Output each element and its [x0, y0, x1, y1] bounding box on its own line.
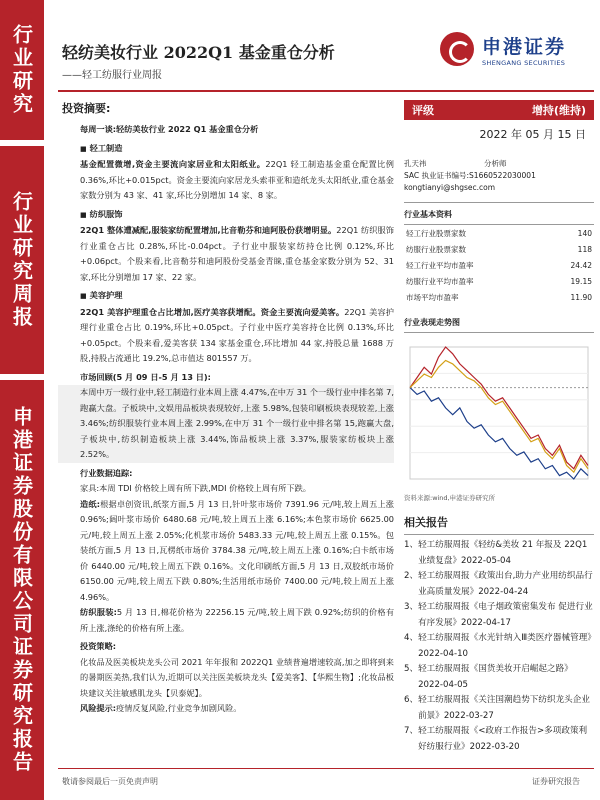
footer-disclaimer: 敬请参阅最后一页免责声明	[62, 777, 158, 786]
related-report-num: 6、	[404, 695, 419, 705]
trend-chart-title: 行业表现走势图	[404, 317, 594, 333]
stat-value: 140	[577, 228, 592, 238]
data-tracking-label: 行业数据追踪:	[80, 467, 133, 478]
related-reports-title: 相关报告	[404, 514, 594, 535]
data-tracking-furniture: 家具:本周 TDI 价格较上周有所下跌,MDI 价格较上周有所下跌。	[80, 483, 311, 493]
stat-label: 市场平均市盈率	[406, 292, 459, 302]
stat-label: 纺服行业股票家数	[406, 244, 466, 254]
market-review-label: 市场回顾(5 月 09 日-5 月 13 日):	[80, 371, 211, 382]
analyst-email[interactable]: kongtianyi@shgsec.com	[404, 183, 496, 192]
divider	[404, 202, 594, 203]
related-report-item[interactable]	[404, 538, 594, 569]
related-reports-list	[404, 538, 594, 755]
chart-source: 资料来源:wind,申港证券研究所	[404, 494, 496, 502]
logo-mark-icon	[440, 32, 474, 66]
report-subtitle: ——轻工纺服行业周报	[62, 70, 162, 81]
trend-chart-svg	[404, 339, 594, 487]
related-report-text: 轻工纺服周报《国货美妆开启崛起之路》2022-04-05	[418, 664, 573, 690]
invest-strategy-body: 化妆品及医美板块龙头公司 2021 年年报和 2022Q1 业绩普遍增速较高,加之即将到来的暑期医美热,我们认为,近期可以关注医美板块龙头【爱美客】、【华熙生物】;化妆品板块建议关注敏感肌龙头【贝泰妮】。	[80, 656, 394, 698]
logo-name-en: SHENGANG SECURITIES	[482, 58, 566, 67]
section-light-industry-body: 基金配置微增,资金主要流向家居业和太阳纸业。22Q1 轻工制造基金重仓配置比例 0.36%,环比+0.015pct。资金主要流向家居龙头索菲亚和造纸龙头太阳纸业,重仓基金家数分别为 43 家、41 家,环比分别增加 14 家、8 家。	[80, 159, 394, 200]
stat-value: 11.90	[570, 292, 592, 302]
header-divider	[58, 90, 594, 92]
rating-bar	[404, 100, 594, 120]
chart-series-line-3	[410, 361, 588, 473]
market-review-body: 本周中万一级行业中,轻工制造行业本周上涨 4.47%,在中万 31 个一级行业中排名第 7,跑赢大盘。子板块中,文娱用品板块表现较好,上涨 5.98%,包装印刷板块表现较差,上涨 3.46%;纺织服装行业本周上涨 2.99%,在中万 31 个一级行业中排名第 15,跑赢大盘,子板块中,纺织制造板块上涨 3.44%,饰品板块上涨 3.37%,服装家纺板块上涨 2.52%。	[58, 385, 394, 463]
related-report-text: 轻工纺服周报《水光针纳入Ⅲ类医疗器械管理》2022-04-10	[418, 633, 592, 659]
trend-chart	[404, 339, 594, 491]
sac-value: S1660522030001	[469, 171, 536, 180]
rating-label: 评级	[412, 104, 434, 117]
summary-title: 投资摘要:	[62, 102, 111, 115]
related-report-item[interactable]	[404, 631, 594, 662]
stat-row	[404, 257, 594, 273]
related-report-text: 轻工纺服周报《轻纺&美妆 21 年报及 22Q1 业绩复盘》2022-05-04	[418, 540, 588, 566]
chart-frame	[410, 347, 588, 479]
related-report-item[interactable]	[404, 600, 594, 631]
sidebar-label-weekly: 行业研究周报	[0, 146, 44, 374]
related-report-item[interactable]	[404, 569, 594, 600]
data-tracking-textile: 纺织服装:5 月 13 日,棉花价格为 22256.15 元/吨,较上周下跌 0.92%;纺织的价格有所上涨,涤纶的价格有所上涨。	[80, 607, 395, 633]
section-beauty-body: 22Q1 美容护理重仓占比增加,医疗美容获增配。资金主要流向爱美客。22Q1 美容护理行业重仓占比 0.19%,环比+0.05pct。子行业中医疗美容持仓比例 0.13%,环比+0.05pct。个股来看,爱美客获 134 家基金重仓,环比增加 44 家,持股总量 1688 万股,持股占流通比 19.2%,总市值达 801557 万。	[80, 306, 394, 363]
report-date: 2022 年 05 月 15 日	[479, 128, 586, 141]
section-beauty-head: ■ 美容护理	[58, 288, 394, 305]
related-report-item[interactable]	[404, 724, 594, 755]
basic-info-title: 行业基本资料	[404, 209, 594, 225]
analyst-name: 孔天祎	[404, 159, 427, 168]
footer-label: 证券研究报告	[532, 777, 580, 786]
stat-row	[404, 273, 594, 289]
weekly-label: 每周一谈:	[80, 124, 117, 134]
footer-divider	[58, 768, 594, 769]
related-report-num: 1、	[404, 540, 419, 550]
invest-strategy-label: 投资策略:	[80, 641, 117, 651]
section-textile-head: ■ 纺织服饰	[58, 207, 394, 224]
stat-label: 纺服行业平均市盈率	[406, 276, 474, 286]
stat-value: 118	[577, 244, 592, 254]
chart-series-line-1	[410, 347, 588, 469]
sidebar-label-research: 行业研究	[0, 0, 44, 140]
related-report-text: 轻工纺服周报《关注国潮趋势下纺织龙头企业前景》2022-03-27	[418, 695, 590, 721]
related-report-item[interactable]	[404, 662, 594, 693]
related-report-num: 7、	[404, 726, 419, 736]
related-report-item[interactable]	[404, 693, 594, 724]
stat-row	[404, 289, 594, 305]
stat-value: 19.15	[570, 276, 592, 286]
related-report-text: 轻工纺服周报《电子烟政策密集发布 促进行业有序发展》2022-04-17	[418, 602, 593, 628]
sidebar-label-company: 申港证券股份有限公司证券研究报告	[0, 380, 44, 800]
stat-label: 轻工行业平均市盈率	[406, 260, 474, 270]
stat-row	[404, 225, 594, 241]
stat-label: 轻工行业股票家数	[406, 228, 466, 238]
analyst-info	[404, 158, 594, 194]
right-column	[404, 100, 594, 755]
company-logo	[440, 26, 590, 72]
rating-value: 增持(维持)	[531, 104, 586, 117]
chart-series-line-2	[410, 388, 588, 479]
section-textile-body: 22Q1 整体遭减配,服装家纺配置增加,比音勒芬和迪阿股份获增明显。22Q1 纺织服饰行业重仓占比 0.28%,环比-0.04pct。子行业中服装家纺持仓比例 0.12%,环比+0.06pct。个股来看,比音勒芬和迪阿股份受基金青睐,重仓基金家数分别为 52、31 家,环比分别增加 17 家、22 家。	[80, 225, 394, 282]
related-report-num: 5、	[404, 664, 419, 674]
analyst-title: 分析师	[484, 159, 507, 168]
stat-value: 24.42	[570, 260, 592, 270]
sac-label: SAC 执业证书编号:	[404, 171, 470, 180]
related-report-num: 3、	[404, 602, 419, 612]
weekly-topic	[58, 122, 394, 138]
logo-name-cn: 申港证券	[482, 35, 567, 58]
main-column	[58, 100, 394, 717]
section-light-industry-head: ■ 轻工制造	[58, 141, 394, 158]
related-report-num: 4、	[404, 633, 419, 643]
risk-warning: 风险提示:疫情反复风险,行业竞争加剧风险。	[80, 703, 242, 713]
basic-info-table	[404, 225, 594, 305]
related-report-num: 2、	[404, 571, 419, 581]
left-sidebar	[0, 0, 44, 800]
related-report-text: 轻工纺服周报《政策出台,助力产业用纺织品行业高质量发展》2022-04-24	[418, 571, 593, 597]
weekly-topic-text: 轻纺美妆行业 2022 Q1 基金重仓分析	[116, 124, 259, 134]
related-report-text: 轻工纺服周报《<政府工作报告>多项政策利好纺服行业》2022-03-20	[418, 726, 588, 752]
data-tracking-paper: 造纸:根据卓创资讯,纸浆方面,5 月 13 日,针叶浆市场价 7391.96 元/吨,较上周五上涨 0.96%;阔叶浆市场价 6480.68 元/吨,较上周五上涨 6.16%;本色浆市场价 6625.00 元/吨,较上周五上涨 2.05%;化机浆市场价 5483.33 元/吨,较上周五上涨 0.15%。包装纸方面,5 月 13 日,瓦楞纸市场价 3784.38 元/吨,较上周五上涨 0.16%;白卡纸市场价 6440.00 元/吨,较上周五下跌 0.16%。文化印刷纸方面,5 月 13 日,双胶纸市场价 6150.00 元/吨,较上周五下跌 0.80%;生活用纸市场价 7400.00 元/吨,较上周五上涨 4.96%。	[80, 498, 394, 602]
stat-row	[404, 241, 594, 257]
report-title: 轻纺美妆行业 2022Q1 基金重仓分析	[62, 43, 335, 62]
